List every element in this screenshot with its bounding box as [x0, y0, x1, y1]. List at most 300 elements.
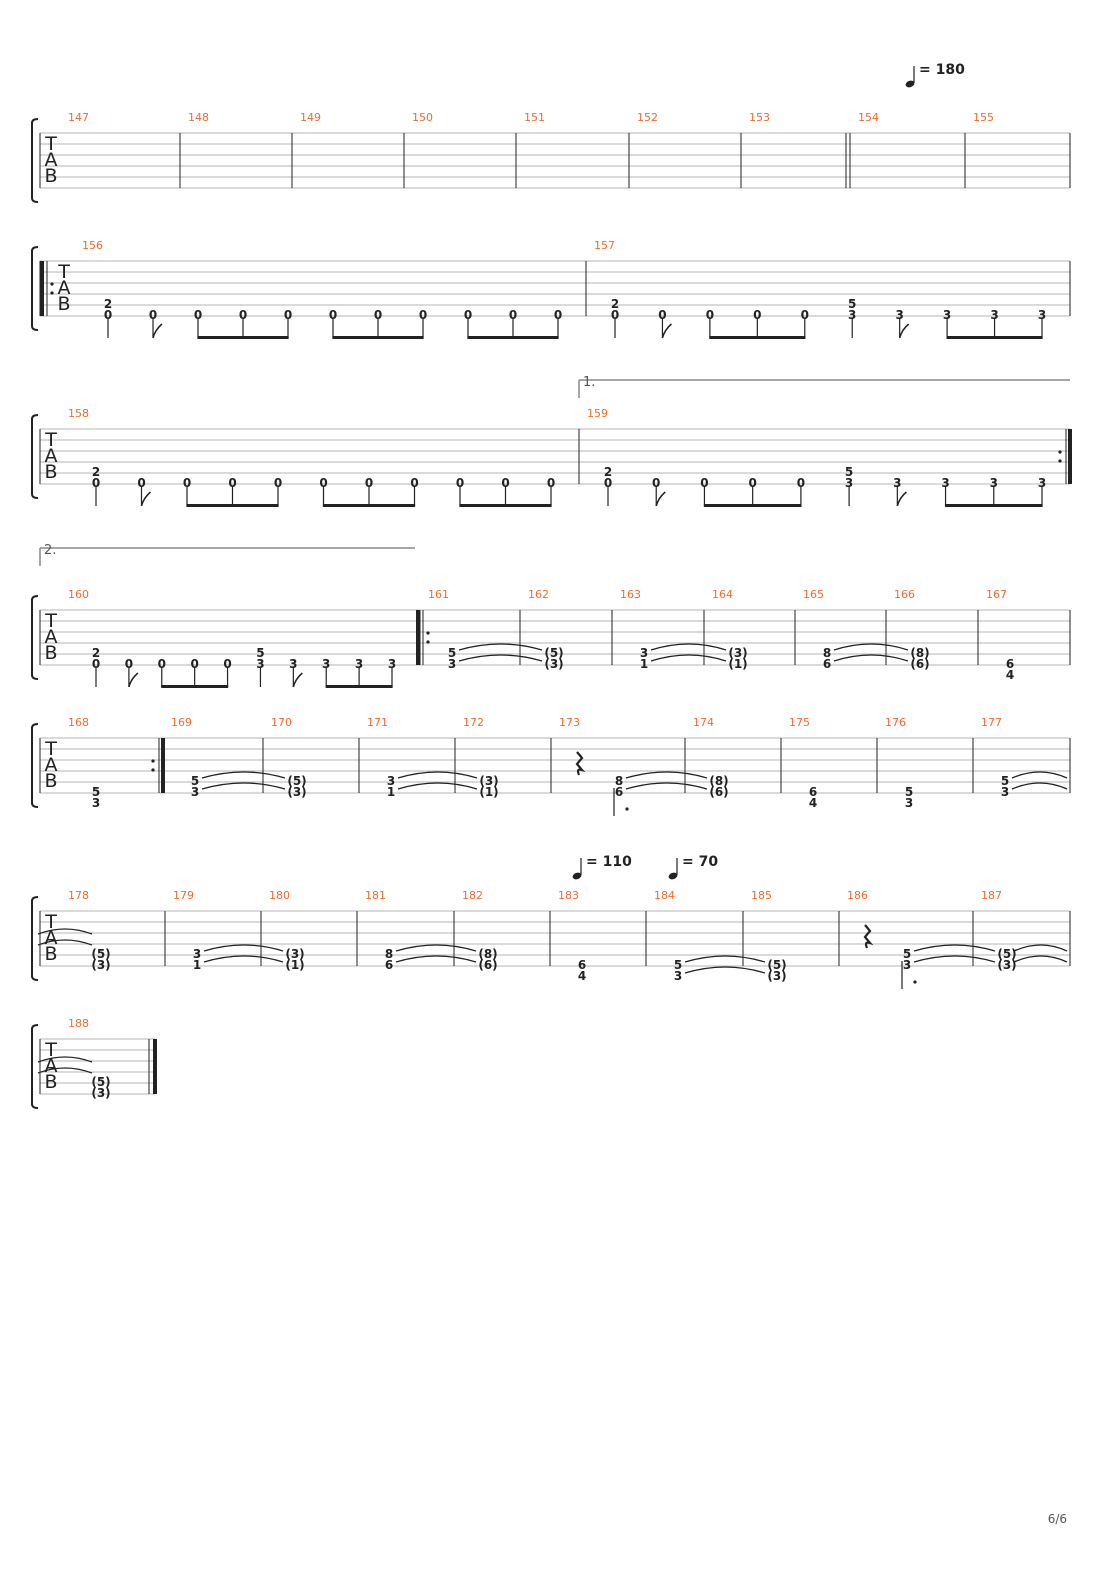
fret-number: 0 — [273, 476, 283, 490]
fret-number: 1 — [192, 958, 202, 972]
tie — [651, 655, 726, 661]
note — [509, 308, 517, 338]
eighth-flag — [293, 673, 302, 687]
fret-number: 0 — [238, 308, 248, 322]
note — [1038, 308, 1046, 338]
fret-number: 4 — [808, 796, 818, 810]
measure — [885, 716, 973, 810]
quarter-rest-icon — [865, 925, 870, 948]
note — [801, 308, 809, 338]
fret-number: 2 — [610, 297, 620, 311]
note — [355, 657, 363, 687]
measure — [637, 111, 741, 188]
note — [410, 476, 418, 506]
note — [239, 308, 247, 338]
fret-number: 3 — [848, 308, 857, 322]
fret-number: 0 — [748, 476, 757, 490]
measure — [803, 588, 908, 671]
fret-number: 0 — [553, 308, 563, 322]
fret-number: 5 — [1000, 774, 1010, 788]
measure-number: 186 — [847, 889, 868, 902]
measure-number: 167 — [986, 588, 1007, 601]
measure-number: 158 — [68, 407, 89, 420]
note — [194, 308, 202, 338]
note — [385, 945, 476, 972]
fret-number: 6 — [614, 785, 624, 799]
note — [191, 772, 285, 799]
fret-number: 3 — [386, 774, 396, 788]
fret-number: 3 — [1000, 785, 1010, 799]
measure-number: 150 — [412, 111, 433, 124]
fret-number: 3 — [192, 947, 202, 961]
tab-clef-letter: T — [45, 429, 57, 451]
note — [809, 785, 817, 810]
tie — [396, 945, 476, 951]
note — [104, 297, 112, 338]
eighth-flag — [142, 492, 151, 506]
note — [748, 476, 756, 506]
fret-number: 0 — [753, 308, 762, 322]
fret-number: 8 — [384, 947, 394, 961]
note — [365, 476, 373, 506]
fret-number: 3 — [91, 796, 101, 810]
tab-system — [32, 407, 1072, 507]
measure-number: 153 — [749, 111, 770, 124]
duration-dot — [625, 807, 628, 810]
note — [125, 657, 138, 687]
measure-number: 170 — [271, 716, 292, 729]
measure — [558, 889, 646, 983]
fret-number: 2 — [91, 465, 101, 479]
note — [547, 476, 555, 506]
note — [823, 644, 908, 671]
measure — [269, 889, 357, 972]
repeat-end-bar — [1068, 429, 1072, 484]
note — [274, 476, 282, 506]
fret-number: 0 — [193, 308, 203, 322]
tie — [834, 644, 908, 650]
tie — [914, 956, 995, 962]
tie — [459, 644, 542, 650]
quarter-rest-icon — [577, 752, 582, 775]
beam — [161, 685, 228, 688]
tie — [202, 772, 285, 778]
measure-number: 151 — [524, 111, 545, 124]
note — [92, 646, 100, 687]
fret-number: 5 — [673, 958, 683, 972]
fret-number: 0 — [190, 657, 199, 671]
tie — [204, 945, 283, 951]
system-bracket — [32, 1025, 38, 1108]
fret-number: 0 — [364, 476, 374, 490]
fret-number: 5 — [256, 646, 265, 660]
measure-number: 155 — [973, 111, 994, 124]
note — [797, 476, 805, 506]
measure-number: 149 — [300, 111, 321, 124]
beam — [947, 336, 1043, 339]
volta-bracket — [579, 375, 1070, 398]
fret-number: 0 — [501, 476, 510, 490]
note — [652, 476, 665, 506]
note — [256, 646, 264, 687]
measure — [981, 716, 1070, 799]
note — [706, 308, 714, 338]
measure — [749, 111, 850, 188]
tab-clef-letter: A — [44, 149, 58, 171]
beam — [709, 336, 805, 339]
fret-number: 3 — [942, 308, 952, 322]
tab-clef-letter: T — [45, 1039, 57, 1061]
tie — [1014, 945, 1067, 951]
measure-number: 160 — [68, 588, 89, 601]
tie — [1012, 772, 1067, 778]
tie — [202, 783, 285, 789]
note — [149, 308, 162, 338]
fret-number: 5 — [190, 774, 200, 788]
measure — [173, 889, 283, 972]
note — [329, 308, 337, 338]
fret-number: (3) — [997, 958, 1017, 972]
measure — [620, 588, 726, 671]
note — [544, 646, 563, 671]
measure-number: 188 — [68, 1017, 89, 1030]
fret-number: 5 — [848, 297, 857, 311]
note — [848, 297, 856, 338]
fret-number: 1 — [386, 785, 396, 799]
system-bracket — [32, 415, 38, 498]
fret-number: 0 — [373, 308, 383, 322]
fret-number: 3 — [941, 476, 950, 490]
fret-number: 3 — [639, 646, 649, 660]
fret-number: (5) — [91, 1075, 111, 1089]
beam — [945, 504, 1043, 507]
beam — [326, 685, 393, 688]
measure-number: 173 — [559, 716, 580, 729]
fret-number: 3 — [289, 657, 298, 671]
tie — [459, 655, 542, 661]
measure-number: 152 — [637, 111, 658, 124]
tie — [685, 967, 765, 973]
beam — [323, 504, 415, 507]
fret-number: 0 — [228, 476, 237, 490]
fret-number: (8) — [478, 947, 498, 961]
tab-system — [32, 588, 1070, 688]
measure-number: 172 — [463, 716, 484, 729]
note — [1038, 476, 1046, 506]
volta-bracket — [40, 543, 415, 566]
tab-clef-letter: B — [44, 461, 58, 483]
measure-number: 164 — [712, 588, 733, 601]
measure — [847, 889, 995, 989]
measure — [68, 716, 165, 810]
eighth-flag — [129, 673, 138, 687]
fret-number: 3 — [895, 308, 904, 322]
note — [700, 476, 708, 506]
volta-label: 1. — [583, 375, 596, 390]
note — [285, 947, 304, 972]
beam — [186, 504, 278, 507]
final-bar — [153, 1039, 157, 1094]
fret-number: 0 — [705, 308, 715, 322]
note — [322, 657, 330, 687]
fret-number: 6 — [808, 785, 818, 799]
tab-system — [32, 111, 1070, 202]
measure-number: 154 — [858, 111, 879, 124]
fret-number: 4 — [1005, 668, 1015, 682]
note — [905, 785, 913, 810]
tab-clef-letter: A — [44, 1055, 58, 1077]
tie — [626, 772, 707, 778]
fret-number: 0 — [103, 308, 113, 322]
fret-number: 0 — [418, 308, 428, 322]
fret-number: (6) — [478, 958, 498, 972]
measure-number: 183 — [558, 889, 579, 902]
measure-number: 185 — [751, 889, 772, 902]
note — [92, 465, 100, 506]
fret-number: 0 — [182, 476, 192, 490]
tie — [626, 783, 707, 789]
fret-number: 6 — [384, 958, 394, 972]
fret-number: 0 — [463, 308, 473, 322]
tab-system — [32, 716, 1070, 816]
note — [554, 308, 562, 338]
fret-number: 3 — [902, 958, 912, 972]
fret-number: 3 — [904, 796, 914, 810]
fret-number: 3 — [354, 657, 364, 671]
system-bracket — [32, 897, 38, 980]
measure-number: 171 — [367, 716, 388, 729]
repeat-dot — [1058, 450, 1061, 453]
fret-number: 3 — [322, 657, 331, 671]
tie — [685, 956, 765, 962]
fret-number: 0 — [610, 308, 620, 322]
eighth-flag — [900, 324, 909, 338]
fret-number: 8 — [822, 646, 832, 660]
measure — [587, 407, 1072, 507]
fret-number: 0 — [328, 308, 338, 322]
repeat-dot — [426, 640, 429, 643]
repeat-end-bar — [161, 738, 165, 793]
measure-number: 178 — [68, 889, 89, 902]
eighth-flag — [897, 492, 906, 506]
repeat-start-bar — [40, 261, 44, 316]
tie — [834, 655, 908, 661]
note — [990, 308, 998, 338]
fret-number: 0 — [546, 476, 556, 490]
fret-number: 6 — [1005, 657, 1015, 671]
tab-clef-letter: B — [44, 770, 58, 792]
measure-number: 174 — [693, 716, 714, 729]
note — [287, 774, 306, 799]
fret-number: (3) — [91, 958, 111, 972]
measure — [789, 716, 877, 810]
fret-number: 2 — [91, 646, 101, 660]
tie — [1014, 956, 1067, 962]
tab-clef-letter: T — [45, 133, 57, 155]
tempo-mark — [905, 62, 965, 89]
measure — [365, 889, 476, 972]
fret-number: (3) — [544, 657, 564, 671]
beam — [197, 336, 288, 339]
fret-number: 0 — [658, 308, 667, 322]
fret-number: (5) — [287, 774, 307, 788]
measure — [528, 588, 612, 671]
fret-number: 3 — [989, 476, 998, 490]
measure — [846, 111, 965, 188]
beam — [467, 336, 558, 339]
fret-number: 5 — [902, 947, 912, 961]
note — [387, 772, 477, 799]
fret-number: 3 — [990, 308, 999, 322]
fret-number: 0 — [800, 308, 809, 322]
measure — [68, 407, 579, 507]
measure-number: 169 — [171, 716, 192, 729]
note — [767, 958, 786, 983]
fret-number: (3) — [767, 969, 787, 983]
tab-clef-letter: A — [44, 927, 58, 949]
repeat-dot — [426, 631, 429, 634]
note — [91, 947, 110, 972]
fret-number: (5) — [91, 947, 111, 961]
tab-clef-letter: B — [57, 293, 71, 315]
measure-number: 179 — [173, 889, 194, 902]
fret-number: 0 — [148, 308, 158, 322]
measure — [426, 588, 542, 671]
note — [614, 772, 707, 816]
tie — [204, 956, 283, 962]
note — [501, 476, 509, 506]
tab-clef-letter: B — [44, 943, 58, 965]
repeat-dot — [50, 291, 53, 294]
repeat-end-bar — [416, 610, 420, 665]
measure — [462, 889, 550, 972]
measure — [751, 889, 839, 983]
fret-number: 3 — [844, 476, 854, 490]
note — [895, 308, 908, 338]
volta-label: 2. — [44, 543, 57, 558]
fret-number: (5) — [767, 958, 787, 972]
measure-number: 175 — [789, 716, 810, 729]
note — [674, 956, 765, 983]
tie — [914, 945, 995, 951]
note — [319, 476, 327, 506]
fret-number: 0 — [796, 476, 806, 490]
note — [158, 657, 166, 687]
fret-number: 0 — [157, 657, 166, 671]
fret-number: 6 — [577, 958, 587, 972]
note — [658, 308, 671, 338]
tie — [398, 783, 477, 789]
fret-number: (5) — [544, 646, 564, 660]
measure — [412, 111, 516, 188]
tab-system — [32, 889, 1070, 989]
fret-number: 6 — [822, 657, 832, 671]
note — [990, 476, 998, 506]
tie — [398, 772, 477, 778]
beam — [332, 336, 423, 339]
fret-number: 3 — [387, 657, 397, 671]
beam — [704, 504, 802, 507]
note — [479, 774, 498, 799]
note — [1006, 657, 1014, 682]
measure — [463, 716, 551, 799]
fret-number: 3 — [673, 969, 683, 983]
measure — [188, 111, 292, 188]
measure — [559, 716, 707, 816]
fret-number: 3 — [893, 476, 902, 490]
measure-number: 163 — [620, 588, 641, 601]
tie — [651, 644, 726, 650]
tab-clef-letter: B — [44, 1071, 58, 1093]
fret-number: (8) — [910, 646, 930, 660]
note — [640, 644, 726, 671]
note — [728, 646, 747, 671]
measure — [271, 716, 359, 799]
tab-clef-letter: B — [44, 642, 58, 664]
note — [374, 308, 382, 338]
fret-number: (5) — [997, 947, 1017, 961]
note — [137, 476, 150, 506]
tab-system — [32, 1017, 157, 1108]
fret-number: (3) — [479, 774, 499, 788]
note — [193, 945, 283, 972]
note — [997, 945, 1067, 972]
note — [228, 476, 236, 506]
tab-clef-letter: T — [45, 610, 57, 632]
measure-number: 147 — [68, 111, 89, 124]
tie — [1012, 783, 1067, 789]
fret-number: (1) — [285, 958, 305, 972]
system-bracket — [32, 119, 38, 202]
fret-number: 3 — [256, 657, 265, 671]
fret-number: 4 — [577, 969, 587, 983]
measure — [68, 588, 423, 688]
note — [893, 476, 906, 506]
measure-number: 181 — [365, 889, 386, 902]
fret-number: 0 — [455, 476, 465, 490]
fret-number: 5 — [904, 785, 914, 799]
note — [456, 476, 464, 506]
fret-number: 3 — [1037, 308, 1047, 322]
fret-number: (1) — [479, 785, 499, 799]
measure-number: 159 — [587, 407, 608, 420]
note — [578, 958, 586, 983]
fret-number: 0 — [319, 476, 328, 490]
eighth-flag — [656, 492, 665, 506]
eighth-flag — [662, 324, 671, 338]
note — [92, 785, 100, 810]
fret-number: 2 — [603, 465, 613, 479]
note — [284, 308, 292, 338]
note — [845, 465, 853, 506]
measure-number: 161 — [428, 588, 449, 601]
measure-number: 184 — [654, 889, 675, 902]
fret-number: 0 — [283, 308, 293, 322]
tab-clef-letter: T — [58, 261, 70, 283]
repeat-dot — [151, 759, 154, 762]
eighth-flag — [153, 324, 162, 338]
note — [289, 657, 302, 687]
measure — [712, 588, 795, 671]
tab-clef-letter: A — [44, 445, 58, 467]
tab-system — [32, 239, 1070, 339]
note — [448, 644, 542, 671]
note — [464, 308, 472, 338]
fret-number: 0 — [223, 657, 232, 671]
tab-clef-letter: T — [45, 911, 57, 933]
system-bracket — [32, 247, 38, 330]
fret-number: (3) — [287, 785, 307, 799]
